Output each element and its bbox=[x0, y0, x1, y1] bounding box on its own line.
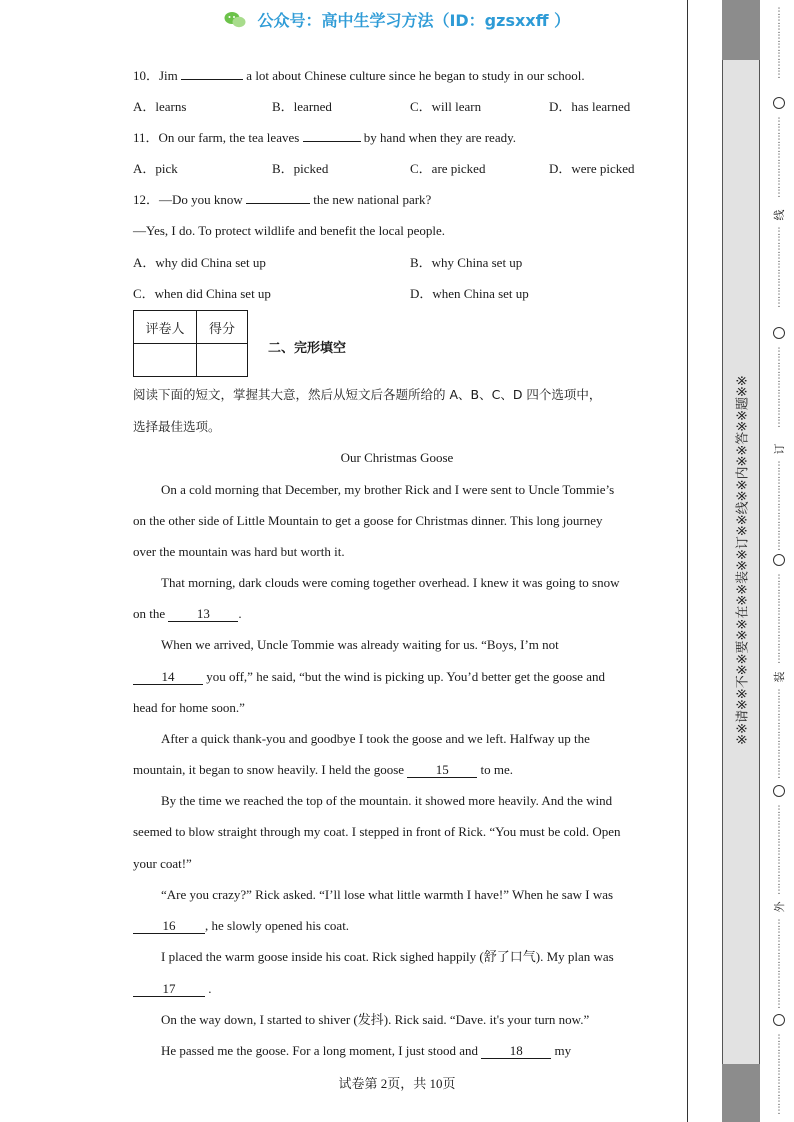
binding-notice: ※※请※※不※※要※※在※※装※※订※※线※※内※※答※※题※※ bbox=[735, 375, 751, 745]
passage-text: mountain, it began to snow heavily. I held the goose bbox=[133, 762, 408, 777]
cut-line-dots: ⋮ ⋮ ⋮ ⋮ ⋮ ⋮ ⋮ ⋮ ⋮ ⋮ bbox=[774, 919, 784, 1010]
passage-text: you off,” he said, “but the wind is picking up. You’d better get the goose and bbox=[203, 669, 605, 684]
cut-line-dots: ⋮ ⋮ ⋮ ⋮ ⋮ ⋮ ⋮ ⋮ ⋮ ⋮ bbox=[774, 574, 784, 665]
passage-line: On a cold morning that December, my brother Rick and I were sent to Uncle Tommie’s bbox=[161, 482, 615, 497]
option-c: C．are picked bbox=[410, 161, 486, 176]
option-b: B．why China set up bbox=[410, 255, 523, 270]
binding-hole bbox=[773, 554, 785, 566]
passage-line bbox=[133, 917, 349, 935]
cut-line-dots: ⋮ ⋮ ⋮ ⋮ ⋮ ⋮ ⋮ ⋮ ⋮ ⋮ bbox=[774, 689, 784, 780]
binding-hole bbox=[773, 97, 785, 109]
cut-label-zhuang: 装 bbox=[773, 671, 786, 683]
passage-line: on the other side of Little Mountain to get a goose for Christmas dinner. This long journey bbox=[133, 513, 603, 528]
binding-hole bbox=[773, 785, 785, 797]
passage-line bbox=[133, 761, 513, 779]
passage-line: head for home soon.” bbox=[133, 700, 245, 715]
option-b: B．learned bbox=[272, 99, 332, 114]
question-11 bbox=[133, 129, 516, 147]
binding-hole bbox=[773, 1014, 785, 1026]
passage-text: my bbox=[551, 1043, 572, 1058]
passage-line bbox=[133, 668, 605, 686]
blank-16: 16 bbox=[133, 919, 205, 934]
margin-divider bbox=[687, 0, 688, 1122]
cut-line-dots: ⋮ ⋮ ⋮ ⋮ ⋮ ⋮ ⋮ ⋮ ⋮ ⋮ bbox=[774, 805, 784, 896]
blank-15: 15 bbox=[407, 763, 477, 778]
cut-line-dots: ⋮ ⋮ ⋮ ⋮ ⋮ ⋮ ⋮ ⋮ ⋮ ⋮ bbox=[774, 461, 784, 552]
score-table bbox=[133, 310, 248, 377]
binding-hole bbox=[773, 327, 785, 339]
cut-line-dots: ⋮ ⋮ ⋮ ⋮ ⋮ ⋮ ⋮ ⋮ ⋮ bbox=[774, 227, 784, 309]
passage-text: . bbox=[205, 981, 212, 996]
option-c: C．when did China set up bbox=[133, 286, 271, 301]
cut-line-dots: ⋮ ⋮ ⋮ ⋮ ⋮ ⋮ ⋮ ⋮ bbox=[774, 7, 784, 80]
option-c: C．will learn bbox=[410, 99, 482, 114]
blank-14: 14 bbox=[133, 670, 203, 685]
question-10 bbox=[133, 67, 585, 85]
passage-line: On the way down, I started to shiver (发抖). Rick said. “Dave. it's your turn now.” bbox=[161, 1012, 590, 1027]
passage-text: , he slowly opened his coat. bbox=[205, 918, 350, 933]
question-12-stem: 12．—Do you know bbox=[133, 192, 247, 207]
passage-text: He passed me the goose. For a long moment, I just stood and bbox=[161, 1043, 482, 1058]
blank bbox=[303, 141, 361, 142]
passage-text: . bbox=[238, 606, 242, 621]
binding-band-bottom bbox=[722, 1064, 760, 1122]
cut-label-wai: 外 bbox=[773, 901, 786, 913]
passage-line bbox=[161, 1042, 571, 1060]
cut-label-xian: 线 bbox=[773, 209, 786, 221]
blank bbox=[181, 79, 243, 80]
blank bbox=[246, 203, 310, 204]
question-10-stem: 10．Jim bbox=[133, 68, 182, 83]
question-11-stem-end: by hand when they are ready. bbox=[360, 130, 517, 145]
cut-label-ding: 订 bbox=[773, 443, 786, 455]
section-title: 二、完形填空 bbox=[268, 341, 347, 356]
score-header: 得分 bbox=[197, 311, 248, 344]
question-12-stem-end: the new national park? bbox=[310, 192, 432, 207]
blank-17: 17 bbox=[133, 982, 205, 997]
question-10-stem-end: a lot about Chinese culture since he began to study in our school. bbox=[243, 68, 585, 83]
binding-band-top bbox=[722, 0, 760, 60]
passage-line: After a quick thank-you and goodbye I took the goose and we left. Halfway up the bbox=[161, 731, 590, 746]
option-a: A．learns bbox=[133, 99, 187, 114]
wechat-icon bbox=[224, 11, 246, 33]
passage-line: By the time we reached the top of the mountain. it showed more heavily. And the wind bbox=[161, 793, 613, 808]
grader-cell bbox=[134, 344, 197, 377]
instructions-line-1: 阅读下面的短文，掌握其大意，然后从短文后各题所给的 A、B、C、D 四个选项中， bbox=[133, 387, 602, 402]
option-b: B．picked bbox=[272, 161, 329, 176]
question-12-reply: —Yes, I do. To protect wildlife and benefit the local people. bbox=[133, 223, 445, 238]
cut-line-dots: ⋮ ⋮ ⋮ ⋮ ⋮ ⋮ ⋮ ⋮ ⋮ bbox=[774, 117, 784, 199]
passage-line bbox=[133, 980, 212, 998]
question-12 bbox=[133, 191, 431, 209]
passage-text: to me. bbox=[477, 762, 514, 777]
option-a: A．pick bbox=[133, 161, 178, 176]
passage-line: “Are you crazy?” Rick asked. “I’ll lose what little warmth I have!” When he saw I was bbox=[161, 887, 614, 902]
grader-header: 评卷人 bbox=[134, 311, 197, 344]
blank-13: 13 bbox=[168, 607, 238, 622]
passage-line: I placed the warm goose inside his coat. Rick sighed happily (舒了口气). My plan was bbox=[161, 949, 614, 964]
cut-line-dots: ⋮ ⋮ ⋮ ⋮ ⋮ ⋮ ⋮ ⋮ ⋮ bbox=[774, 347, 784, 429]
passage-line: When we arrived, Uncle Tommie was already waiting for us. “Boys, I’m not bbox=[161, 637, 559, 652]
page-footer: 试卷第 2页，共 10页 bbox=[338, 1076, 456, 1091]
question-11-stem: 11．On our farm, the tea leaves bbox=[133, 130, 303, 145]
passage-text: on the bbox=[133, 606, 169, 621]
option-d: D．were picked bbox=[549, 161, 635, 176]
passage-title: Our Christmas Goose bbox=[340, 450, 454, 465]
passage-line: your coat!” bbox=[133, 856, 192, 871]
passage-line: over the mountain was hard but worth it. bbox=[133, 544, 345, 559]
blank-18: 18 bbox=[481, 1044, 551, 1059]
cut-line-dots: ⋮ ⋮ ⋮ ⋮ ⋮ ⋮ ⋮ ⋮ ⋮ bbox=[774, 1034, 784, 1116]
option-d: D．has learned bbox=[549, 99, 631, 114]
passage-line bbox=[133, 605, 242, 623]
watermark-header bbox=[0, 8, 794, 33]
instructions-line-2: 选择最佳选项。 bbox=[133, 419, 221, 434]
option-a: A．why did China set up bbox=[133, 255, 266, 270]
score-cell bbox=[197, 344, 248, 377]
option-d: D．when China set up bbox=[410, 286, 529, 301]
passage-line: seemed to blow straight through my coat. I stepped in front of Rick. “You must be cold. Open bbox=[133, 824, 621, 839]
watermark-text: 公众号：高中生学习方法（ID：gzsxxff ） bbox=[257, 11, 571, 30]
passage-line: That morning, dark clouds were coming together overhead. I knew it was going to snow bbox=[161, 575, 620, 590]
